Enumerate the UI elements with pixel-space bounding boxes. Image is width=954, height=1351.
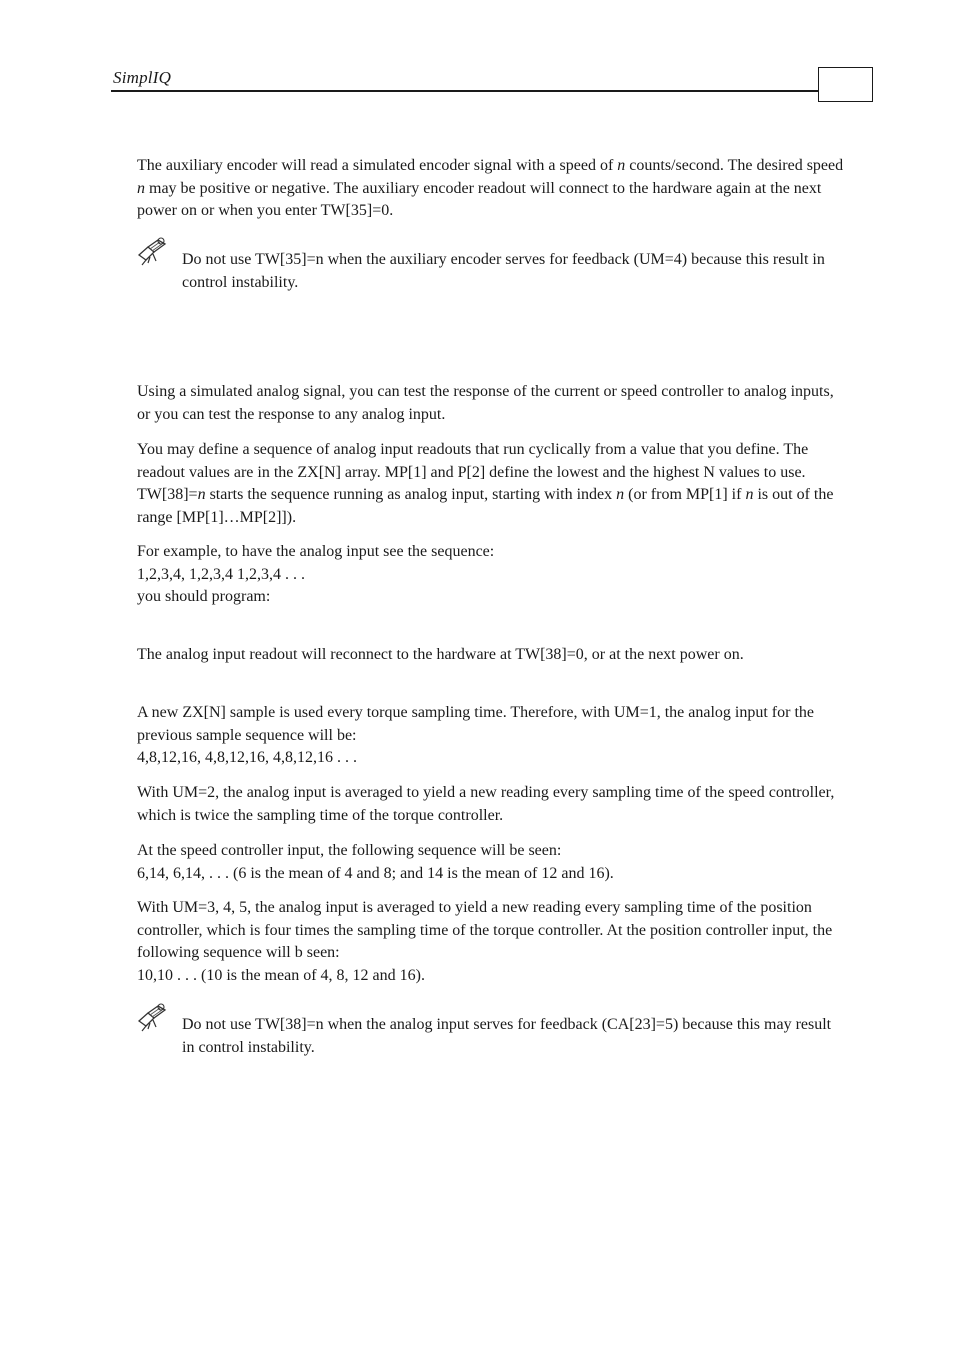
italic-n: n (197, 486, 206, 504)
text-line: 6,14, 6,14, . . . (6 is the mean of 4 and 8; and 14 is the mean of 12 and 16). (137, 864, 614, 882)
header-title: SimplIQ (113, 68, 172, 87)
text-segment: (or from MP[1] if (624, 486, 746, 504)
um345-paragraph (137, 897, 847, 987)
note-hand-icon (136, 1001, 170, 1035)
text-segment: The auxiliary encoder will read a simulated encoder signal with a speed of (137, 157, 618, 174)
text-line: A new ZX[N] sample is used every torque sampling time. Therefore, with UM=1, the analog input for the previous sample sequence will be: (137, 704, 815, 744)
italic-n: n (745, 486, 754, 504)
text-line: you should program: (137, 588, 271, 606)
speed-controller-paragraph (137, 840, 847, 885)
note-text: Do not use TW[35]=n when the auxiliary encoder serves for feedback (UM=4) because this result in control instability. (182, 251, 825, 291)
um1-paragraph (137, 702, 847, 770)
text-segment: may be positive or negative. The auxiliary encoder readout will connect to the hardware again at the next power on or when you enter TW[35]=0. (137, 179, 822, 220)
italic-n: n (137, 179, 145, 197)
um2-paragraph: With UM=2, the analog input is averaged to yield a new reading every sampling time of the speed controller, which is twice the sampling time of the torque controller. (137, 784, 835, 824)
italic-n: n (616, 486, 625, 504)
text-segment: You may define a sequence of analog input readouts that run cyclically from a value that you define. The readout values are in the ZX[N] array. MP[1] and P[2] define the lowest and the highest N values to use. TW[38]= (137, 441, 809, 504)
text-line: 4,8,12,16, 4,8,12,16, 4,8,12,16 . . . (137, 749, 357, 767)
page-number-box (818, 67, 873, 102)
aux-encoder-paragraph (137, 155, 847, 223)
sequence-paragraph (137, 439, 847, 529)
simulated-analog-paragraph: Using a simulated analog signal, you can test the response of the current or speed controller to analog inputs, or you can test the response to any analog input. (137, 383, 834, 423)
header-rule (111, 90, 819, 92)
note-text: Do not use TW[38]=n when the analog input serves for feedback (CA[23]=5) because this may result in control instability. (182, 1016, 832, 1056)
italic-n: n (617, 157, 626, 174)
text-segment: starts the sequence running as analog input, starting with index (205, 486, 617, 504)
text-line: At the speed controller input, the following sequence will be seen: (137, 842, 562, 859)
note-hand-icon (136, 235, 170, 269)
text-segment: counts/second. The desired speed (625, 157, 844, 174)
text-line: For example, to have the analog input see the sequence: (137, 543, 495, 560)
reconnect-paragraph: The analog input readout will reconnect to the hardware at TW[38]=0, or at the next power on. (137, 646, 744, 663)
example-paragraph (137, 541, 847, 609)
text-line: With UM=3, 4, 5, the analog input is averaged to yield a new reading every sampling time of the position controller, which is four times the sampling time of the torque controller. At the position controller input, the following sequence will b seen: (137, 899, 833, 962)
text-segment: is out of the range [MP[1]…MP[2]]). (137, 486, 834, 526)
text-line: 1,2,3,4, 1,2,3,4 1,2,3,4 . . . (137, 565, 305, 583)
text-line: 10,10 . . . (10 is the mean of 4, 8, 12 and 16). (137, 966, 425, 984)
